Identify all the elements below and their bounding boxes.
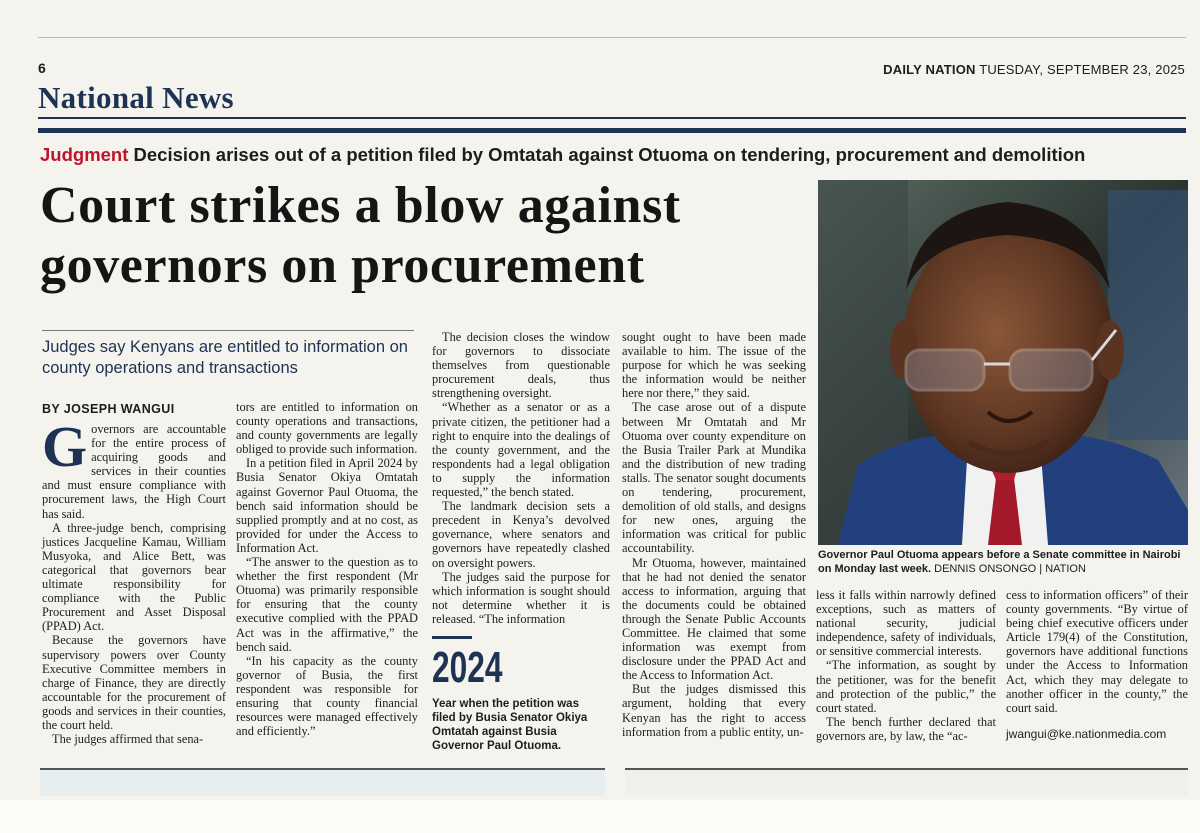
kicker-label: Judgment [40, 144, 129, 165]
standfirst: Judges say Kenyans are entitled to information on county operations and transactions [42, 330, 414, 379]
paragraph: tors are entitled to information on county operations and transactions, and county governments are legally obliged to provide such information. [236, 400, 418, 457]
paragraph: The decision closes the window for governors to dissociate themselves from questionable procurement deals, thus strengthening oversight. [432, 330, 610, 401]
section-title: National News [38, 80, 234, 115]
paragraph: “The information, as sought by the petitioner, was for the benefit and protection of the public,” the court stated. [816, 658, 996, 715]
paper-name: DAILY NATION [883, 62, 976, 77]
drop-cap: G [42, 414, 88, 479]
paragraph: “In his capacity as the county governor of Busia, the first respondent was responsible for ensuring that county financial resources were managed effectively and efficiently.” [236, 653, 418, 739]
paragraph: Mr Otuoma, however, maintained that he had not denied the senator access to information, arguing that the documents could be obtained through the Senate Public Accounts Committee. He claimed that some information was exempt from disclosure under the PPAD Act and the Access to Information Act. [622, 555, 806, 683]
paragraph: But the judges dismissed this argument, holding that every Kenyan has the right to access information from a public entity, un- [622, 682, 806, 739]
article-column-4 [622, 330, 806, 739]
article-column-2 [236, 400, 418, 738]
top-rule [38, 37, 1186, 38]
advert-strip-right [625, 768, 1188, 796]
paragraph: “The answer to the question as to whether the first respondent (Mr Otuoma) was primarily responsible for ensuring that the county executive complied with the PPAD Act was in the affirmative,” the bench said. [236, 555, 418, 654]
paragraph: In a petition filed in April 2024 by Busia Senator Okiya Omtatah against Governor Paul Otuoma, the bench said information should be supplied promptly and at no cost, as provided for under the Access to Information Act. [236, 456, 418, 555]
paragraph: “Whether as a senator or as a private citizen, the petitioner had a right to enquire into the dealings of the county government, and the respondents had a legal obligation to supply the information requested,” the bench stated. [432, 400, 610, 500]
author-email[interactable]: jwangui@ke.nationmedia.com [1006, 727, 1167, 741]
section-rule [38, 117, 1186, 119]
paragraph: cess to information officers” of their county governments. “By virtue of being chief executive officers under Article 179(4) of the Constitution, governors have additional functions under the Access to Information Act, which they may delegate to another officer in the county,” the court said. [1006, 588, 1188, 715]
byline: BY JOSEPH WANGUI [42, 402, 175, 416]
paragraph: The bench further declared that governors are, by law, the “ac- [816, 714, 996, 743]
section-rule-thick [38, 128, 1186, 133]
governor-portrait-image [818, 180, 1188, 545]
advert-strip-left [40, 768, 605, 796]
paragraph: The case arose out of a dispute between Mr Omtatah and Mr Otuoma over county expenditure on the Busia Trailer Park at Mundika and the distribution of new trading stalls. The senator sought documents on tendering, procurement, demolition of old stalls, and designs for new ones, arguing the information was critical for public accountability. [622, 400, 806, 556]
governor-photo [818, 180, 1188, 545]
caption-text: Governor Paul Otuoma appears before a Senate committee in Nairobi on Monday last week. [818, 549, 1181, 575]
article-column-5 [816, 588, 996, 743]
headline-line-1: Court strikes a blow against [40, 177, 681, 234]
photo-credit: DENNIS ONSONGO | NATION [934, 563, 1086, 575]
page-number: 6 [38, 60, 46, 76]
issue-date: TUESDAY, SEPTEMBER 23, 2025 [979, 62, 1185, 77]
article-column-1 [42, 414, 226, 747]
headline [40, 176, 815, 296]
stat-rule [432, 636, 472, 639]
stat-value: 2024 [432, 643, 503, 692]
kicker-text: Decision arises out of a petition filed by Omtatah against Otuoma on tendering, procurement and demolition [133, 144, 1086, 165]
page-bottom-margin [0, 800, 1200, 833]
paragraph: Because the governors have supervisory powers over County Executive Committee members in charge of Finance, they are directly accountable for the procurement of goods and services in their counties, the court held. [42, 633, 226, 732]
paragraph: The landmark decision sets a precedent in Kenya’s devolved governance, where senators and governors have repeatedly clashed on oversight powers. [432, 499, 610, 570]
photo-caption [818, 548, 1188, 576]
kicker [40, 144, 1085, 166]
masthead [883, 62, 1185, 77]
headline-line-2: governors on procurement [40, 237, 645, 294]
article-column-3 [432, 330, 610, 626]
paragraph: A three-judge bench, comprising justices Jacqueline Kamau, William Musyoka, and Alice Bett, was categorical that governors bear ultimate responsibility for compliance with the Public Procurement and Asset Disposal (PPAD) Act. [42, 520, 226, 634]
paragraph: The judges affirmed that sena- [52, 732, 204, 747]
stat-box [432, 636, 604, 753]
paragraph: less it falls within narrowly defined exceptions, such as matters of national security, judicial independence, safety of individuals, or sensitive commercial interests. [816, 588, 996, 659]
paragraph: overnors are accountable for the entire process of acquiring goods and services in their counties and must ensure compliance with procurement laws, the High Court has said. [42, 422, 226, 521]
paragraph: sought ought to have been made available to him. The issue of the purpose for which he was seeking the information would be neither here nor there,” they said. [622, 330, 806, 401]
paragraph: The judges said the purpose for which information is sought should not determine whether it is released. “The information [432, 569, 610, 626]
article-column-6 [1006, 588, 1188, 715]
stat-text: Year when the petition was filed by Busia Senator Okiya Omtatah against Busia Governor Paul Otuoma. [432, 698, 588, 752]
